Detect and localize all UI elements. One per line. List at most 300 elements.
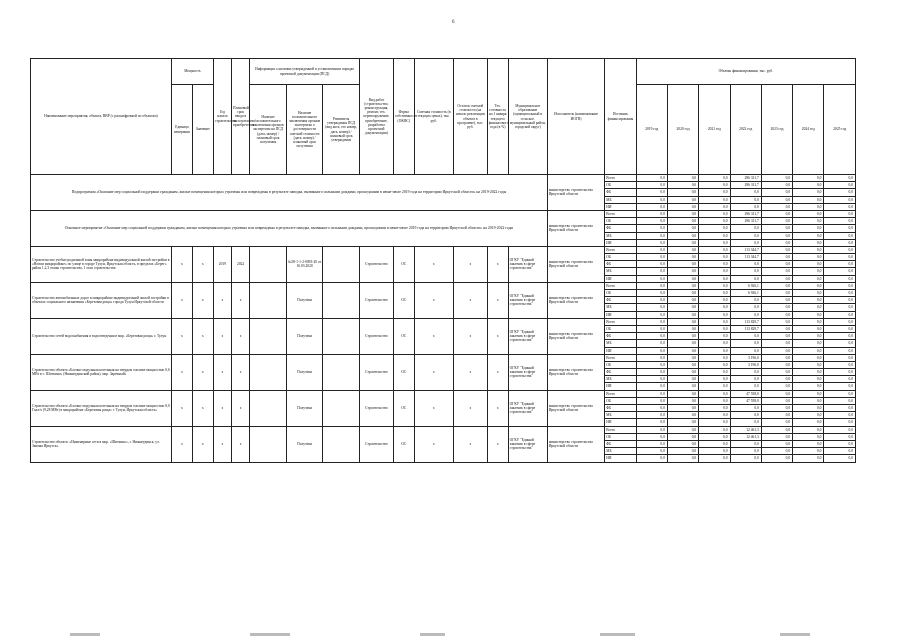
funding-value: 0,0	[636, 210, 667, 217]
funding-source: ФБ	[605, 405, 636, 412]
hdr-year: 2022 год	[730, 85, 761, 175]
funding-value: 0,0	[636, 261, 667, 268]
funding-value: 0,0	[667, 448, 698, 455]
funding-value: 0,0	[667, 189, 698, 196]
funding-value: 0,0	[761, 340, 792, 347]
funding-value: 0,0	[636, 426, 667, 433]
funding-value: 0,0	[667, 275, 698, 282]
funding-value: 0,0	[761, 182, 792, 189]
funding-value: 0,0	[636, 448, 667, 455]
table-cell: х	[192, 390, 213, 426]
funding-value: 0,0	[824, 318, 856, 325]
section-title: Основное мероприятие «Оказание мер социальной поддержки гражданам, жилые помещения которых утрачены или повреждены в результате паводка, вызванного сильными дождями, прошедшими в июне-июле 2019 года на территории Иркутской области» на 2019-2022 годы	[31, 210, 548, 246]
funding-value: 113 344,7	[730, 246, 761, 253]
object-name: Строительство автомобильных дорог в микрорайоне индивидуальной жилой застройки в объектах социального назначения «Березовая роща» города Тулун Иркутской области	[31, 282, 172, 318]
funding-value: 0,0	[699, 455, 730, 462]
funding-value: 113 829,7	[730, 318, 761, 325]
funding-value: 0,0	[730, 203, 761, 210]
funding-value: 0,0	[761, 397, 792, 404]
funding-source: ИИ	[605, 383, 636, 390]
funding-value: 0,0	[793, 376, 824, 383]
funding-value: 0,0	[699, 182, 730, 189]
funding-value: 0,0	[699, 311, 730, 318]
table-row	[31, 390, 856, 397]
table-cell	[323, 390, 360, 426]
funding-value: 0,0	[636, 196, 667, 203]
funding-value: 0,0	[824, 254, 856, 261]
table-cell: х	[414, 390, 453, 426]
funding-value: 0,0	[761, 433, 792, 440]
table-cell: х	[213, 318, 231, 354]
table-cell: х	[487, 354, 508, 390]
funding-value: 0,0	[824, 203, 856, 210]
table-cell	[250, 246, 287, 282]
funding-value: 0,0	[761, 254, 792, 261]
funding-value: 0,0	[824, 361, 856, 368]
executor-cell: министерство строительства Иркутской области	[547, 390, 604, 426]
funding-value: 0,0	[730, 448, 761, 455]
funding-value: 0,0	[636, 268, 667, 275]
funding-value: 0,0	[667, 246, 698, 253]
funding-value: 0,0	[761, 383, 792, 390]
scan-artifact	[70, 633, 100, 636]
funding-value: 0,0	[824, 325, 856, 332]
table-cell: ОС	[393, 282, 414, 318]
funding-value: 0,0	[636, 412, 667, 419]
funding-value: 0,0	[699, 426, 730, 433]
funding-value: 0,0	[667, 210, 698, 217]
funding-value: 0,0	[636, 325, 667, 332]
table-cell: ОС	[393, 426, 414, 462]
expertise-cell: Получена	[286, 318, 323, 354]
funding-value: 0,0	[793, 448, 824, 455]
funding-value: 0,0	[699, 246, 730, 253]
funding-value: 0,0	[824, 196, 856, 203]
funding-value: 0,0	[636, 369, 667, 376]
table-cell: х	[232, 318, 250, 354]
table-cell: х	[414, 318, 453, 354]
funding-value: 0,0	[793, 239, 824, 246]
funding-source: МБ	[605, 268, 636, 275]
table-cell: х	[414, 246, 453, 282]
table-cell	[250, 282, 287, 318]
table-cell: х	[487, 390, 508, 426]
table-cell: х	[171, 282, 192, 318]
table-cell: х	[192, 246, 213, 282]
table-cell: х	[414, 426, 453, 462]
hdr-value: Значение	[192, 85, 213, 175]
funding-value: 0,0	[824, 290, 856, 297]
funding-value: 0,0	[636, 297, 667, 304]
funding-source: МБ	[605, 412, 636, 419]
funding-value: 0,0	[636, 333, 667, 340]
table-cell: х	[453, 318, 487, 354]
funding-source: Всего	[605, 175, 636, 182]
table-cell: х	[232, 390, 250, 426]
table-cell: х	[213, 390, 231, 426]
funding-source: ИИ	[605, 455, 636, 462]
table-cell	[250, 426, 287, 462]
municipality-cell: ОГКУ "Единый заказчик в сфере строительства"	[508, 318, 547, 354]
funding-value: 0,0	[667, 239, 698, 246]
funding-value: 0,0	[699, 433, 730, 440]
funding-value: 0,0	[636, 290, 667, 297]
funding-value: 0,0	[699, 405, 730, 412]
funding-source: Всего	[605, 426, 636, 433]
funding-value: 0,0	[730, 347, 761, 354]
funding-value: 0,0	[667, 455, 698, 462]
funding-value: 0,0	[667, 225, 698, 232]
funding-value: 0,0	[667, 290, 698, 297]
funding-value: 0,0	[699, 261, 730, 268]
table-cell: х	[192, 282, 213, 318]
funding-value: 0,0	[824, 426, 856, 433]
table-cell: х	[414, 282, 453, 318]
funding-value: 0,0	[730, 225, 761, 232]
funding-value: 0,0	[699, 340, 730, 347]
municipality-cell: ОГКУ "Единый заказчик в сфере строительства"	[508, 354, 547, 390]
funding-value: 0,0	[761, 218, 792, 225]
funding-value: 0,0	[761, 304, 792, 311]
funding-value: 0,0	[824, 369, 856, 376]
funding-value: 0,0	[699, 290, 730, 297]
funding-value: 0,0	[824, 440, 856, 447]
funding-value: 0,0	[761, 297, 792, 304]
funding-value: 0,0	[824, 232, 856, 239]
funding-value: 0,0	[824, 189, 856, 196]
funding-value: 0,0	[793, 232, 824, 239]
table-cell: х	[171, 426, 192, 462]
funding-value: 0,0	[793, 297, 824, 304]
table-cell: х	[171, 390, 192, 426]
funding-value: 113 344,7	[730, 254, 761, 261]
funding-value: 0,0	[761, 210, 792, 217]
executor-cell: министерство строительства Иркутской области	[547, 246, 604, 282]
funding-value: 0,0	[636, 189, 667, 196]
funding-value: 0,0	[699, 390, 730, 397]
funding-source: ИИ	[605, 203, 636, 210]
funding-value: 0,0	[667, 347, 698, 354]
funding-source: ФБ	[605, 333, 636, 340]
table-cell: Строительство	[359, 246, 393, 282]
funding-value: 0,0	[793, 246, 824, 253]
funding-value: 0,0	[699, 419, 730, 426]
funding-source: Всего	[605, 246, 636, 253]
funding-value: 0,0	[761, 311, 792, 318]
funding-value: 0,0	[636, 390, 667, 397]
funding-source: ФБ	[605, 225, 636, 232]
table-cell: х	[192, 318, 213, 354]
funding-source: ОБ	[605, 361, 636, 368]
municipality-cell: ОГКУ "Единый заказчик в сфере строительства"	[508, 390, 547, 426]
funding-source: ФБ	[605, 297, 636, 304]
funding-value: 0,0	[636, 175, 667, 182]
funding-value: 0,0	[824, 419, 856, 426]
funding-value: 0,0	[761, 290, 792, 297]
funding-value: 0,0	[699, 383, 730, 390]
municipality-cell: ОГКУ "Единый заказчик в сфере строительства"	[508, 282, 547, 318]
funding-value: 0,0	[793, 175, 824, 182]
funding-value: 0,0	[699, 232, 730, 239]
table-cell: х	[232, 426, 250, 462]
funding-value: 0,0	[699, 225, 730, 232]
funding-value: 0,0	[824, 304, 856, 311]
table-row	[31, 175, 856, 182]
funding-value: 0,0	[636, 376, 667, 383]
funding-source: ФБ	[605, 261, 636, 268]
table-cell	[323, 318, 360, 354]
hdr-work: Вид работ (строительство, реконструкция, ремонт, тех. перевооружение, приобретение, разработка проектной документации)	[359, 59, 393, 175]
table-cell: ОС	[393, 318, 414, 354]
funding-value: 0,0	[699, 347, 730, 354]
funding-value: 0,0	[793, 268, 824, 275]
funding-value: 0,0	[667, 196, 698, 203]
expertise-cell: Получена	[286, 282, 323, 318]
municipality-cell: ОГКУ "Единый заказчик в сфере строительства"	[508, 246, 547, 282]
funding-value: 0,0	[730, 232, 761, 239]
table-cell: х	[453, 354, 487, 390]
funding-value: 0,0	[667, 268, 698, 275]
funding-value: 0,0	[667, 426, 698, 433]
funding-value: 0,0	[636, 203, 667, 210]
funding-value: 0,0	[793, 433, 824, 440]
funding-value: 0,0	[730, 340, 761, 347]
funding-value: 0,0	[793, 225, 824, 232]
funding-value: 0,0	[636, 182, 667, 189]
funding-value: 0,0	[699, 210, 730, 217]
funding-value: 0,0	[793, 354, 824, 361]
funding-value: 0,0	[667, 361, 698, 368]
funding-value: 0,0	[824, 268, 856, 275]
funding-source: ОБ	[605, 254, 636, 261]
funding-value: 0,0	[667, 297, 698, 304]
funding-value: 0,0	[636, 232, 667, 239]
table-row	[31, 354, 856, 361]
funding-value: 0,0	[793, 419, 824, 426]
hdr-year: 2024 год	[793, 85, 824, 175]
funding-value: 0,0	[730, 405, 761, 412]
table-cell: х	[487, 246, 508, 282]
funding-value: 296 311,7	[730, 218, 761, 225]
funding-value: 0,0	[636, 246, 667, 253]
funding-value: 0,0	[730, 419, 761, 426]
funding-value: 0,0	[793, 347, 824, 354]
funding-value: 0,0	[730, 189, 761, 196]
scan-artifact	[600, 633, 635, 636]
hdr-design-expertise: Наличие положительного заключения органов экспертизы о достоверности сметной стоимости (дата, номер) / плановый срок получения	[286, 85, 323, 175]
funding-value: 0,0	[793, 383, 824, 390]
funding-value: 0,0	[730, 261, 761, 268]
funding-value: 0,0	[636, 282, 667, 289]
funding-value: 0,0	[761, 412, 792, 419]
funding-value: 0,0	[636, 347, 667, 354]
hdr-design-approval: Реквизиты утверждения ПСД (вид акта, его номер, дата, номер) / плановый срок утверждения	[323, 85, 360, 175]
table-cell: х	[213, 282, 231, 318]
table-cell: х	[453, 390, 487, 426]
table-row	[31, 282, 856, 289]
funding-source: ФБ	[605, 189, 636, 196]
funding-value: 0,0	[667, 354, 698, 361]
table-cell: х	[487, 318, 508, 354]
funding-source: Всего	[605, 282, 636, 289]
funding-value: 0,0	[699, 254, 730, 261]
funding-value: 0,0	[699, 218, 730, 225]
funding-value: 0,0	[667, 304, 698, 311]
executor-cell: министерство строительства Иркутской области	[547, 426, 604, 462]
funding-value: 0,0	[699, 268, 730, 275]
funding-value: 0,0	[730, 239, 761, 246]
table-cell: ОС	[393, 390, 414, 426]
funding-value: 0,0	[793, 304, 824, 311]
funding-value: 0,0	[667, 376, 698, 383]
object-name: Строительство учебно-родильной зоны микрорайона индивидуальной жилой застройки в «Новом микрорайоне» по улице в городе Тулун, Иркутская область, в пределах «Берег» район 1,2,3 этапы строительства, 1 этап строительства	[31, 246, 172, 282]
funding-value: 0,0	[636, 225, 667, 232]
funding-value: 0,0	[730, 311, 761, 318]
hdr-remain: Остаток сметной стоимости (на начало реализации объекта в программе), тыс. руб.	[453, 59, 487, 175]
expertise-cell: Получена	[286, 426, 323, 462]
funding-value: 0,0	[824, 405, 856, 412]
table-row	[31, 318, 856, 325]
funding-value: 0,0	[730, 196, 761, 203]
funding-value: 0,0	[699, 189, 730, 196]
table-cell: х	[453, 282, 487, 318]
hdr-ownership: Форма собственности (ОКФС)	[393, 59, 414, 175]
funding-value: 296 311,7	[730, 182, 761, 189]
funding-value: 0,0	[824, 397, 856, 404]
funding-source: ФБ	[605, 440, 636, 447]
funding-value: 0,0	[824, 390, 856, 397]
hdr-design-name: Наличие положительного заключения органов экспертизы на ПСД (дата, номер) / плановый срок получения	[250, 85, 287, 175]
funding-source: МБ	[605, 232, 636, 239]
funding-value: 0,0	[761, 225, 792, 232]
funding-value: 0,0	[761, 196, 792, 203]
funding-value: 0,0	[761, 347, 792, 354]
funding-value: 0,0	[793, 290, 824, 297]
funding-source: ОБ	[605, 433, 636, 440]
table-row	[31, 426, 856, 433]
funding-value: 0,0	[699, 354, 730, 361]
funding-value: 0,0	[824, 311, 856, 318]
funding-value: 0,0	[824, 383, 856, 390]
funding-source: ИИ	[605, 347, 636, 354]
funding-value: 0,0	[793, 397, 824, 404]
funding-value: 0,0	[761, 239, 792, 246]
funding-value: 0,0	[636, 455, 667, 462]
funding-value: 0,0	[761, 369, 792, 376]
funding-value: 12 461,3	[730, 426, 761, 433]
table-cell: Строительство	[359, 318, 393, 354]
funding-value: 0,0	[824, 297, 856, 304]
funding-value: 0,0	[793, 182, 824, 189]
funding-value: 0,0	[761, 455, 792, 462]
object-name: Строительство объекта «Блочно-модульная котельная на твердом топливе мощностью 8,0 Гкал/ч (9,28 МВт) в микрорайоне «Березовая роща» г. Тулун, Иркутская область»	[31, 390, 172, 426]
funding-value: 0,0	[761, 390, 792, 397]
funding-value: 0,0	[793, 455, 824, 462]
funding-value: 0,0	[699, 203, 730, 210]
funding-value: 0,0	[793, 440, 824, 447]
funding-value: 0,0	[730, 376, 761, 383]
funding-value: 0,0	[636, 440, 667, 447]
scan-artifact	[250, 633, 290, 636]
funding-source: МБ	[605, 340, 636, 347]
funding-value: 0,0	[667, 325, 698, 332]
funding-value: 47 558,0	[730, 390, 761, 397]
executor-cell: министерство строительства Иркутской области	[547, 175, 604, 211]
funding-value: 0,0	[793, 325, 824, 332]
funding-value: 0,0	[667, 440, 698, 447]
table-cell: х	[453, 426, 487, 462]
funding-value: 0,0	[699, 275, 730, 282]
funding-value: 0,0	[699, 325, 730, 332]
funding-value: 0,0	[636, 254, 667, 261]
funding-value: 0,0	[793, 311, 824, 318]
table-cell: ОС	[393, 354, 414, 390]
funding-value: 0,0	[636, 239, 667, 246]
funding-value: 0,0	[824, 275, 856, 282]
table-cell: х	[192, 426, 213, 462]
funding-value: 0,0	[793, 318, 824, 325]
funding-source: ОБ	[605, 325, 636, 332]
funding-value: 0,0	[636, 340, 667, 347]
funding-value: 0,0	[761, 333, 792, 340]
table-cell	[323, 354, 360, 390]
funding-value: 0,0	[636, 311, 667, 318]
hdr-executor: Исполнитель (наименование ИОГВ)	[547, 59, 604, 175]
funding-value: 0,0	[761, 175, 792, 182]
funding-value: 0,0	[636, 275, 667, 282]
object-name: Строительство объекта: «Инженерные сети в мкр. «Шиткино», г. Нижнеудинск, ул. Заимка Иркутск»	[31, 426, 172, 462]
expertise-cell: Получена	[286, 354, 323, 390]
hdr-cost: Сметная стоимость (в текущих ценах), тыс. руб.	[414, 59, 453, 175]
funding-value: 0,0	[667, 261, 698, 268]
funding-value: 0,0	[699, 361, 730, 368]
funding-value: 0,0	[667, 182, 698, 189]
funding-value: 0,0	[824, 261, 856, 268]
funding-value: 0,0	[699, 376, 730, 383]
funding-value: 0,0	[824, 282, 856, 289]
funding-value: 0,0	[793, 390, 824, 397]
funding-value: 0,0	[793, 426, 824, 433]
hdr-year: 2019 год	[636, 85, 667, 175]
funding-value: 0,0	[824, 218, 856, 225]
funding-value: 0,0	[699, 412, 730, 419]
object-name: Строительство объекта «Блочно-модульная котельная на твердом топливе мощностью 0,6 МВт в с. Шиткино» (Нижнеудинский район), мкр. Заречный»	[31, 354, 172, 390]
table-cell	[250, 318, 287, 354]
funding-value: 0,0	[730, 383, 761, 390]
funding-value: 0,0	[793, 340, 824, 347]
funding-value: 0,0	[699, 448, 730, 455]
funding-value: 0,0	[667, 340, 698, 347]
funding-source: Всего	[605, 318, 636, 325]
funding-value: 0,0	[793, 275, 824, 282]
section-title: Подпрограмма «Оказание мер социальной поддержки гражданам, жилые помещения которых утрачены или повреждены в результате паводка, вызванного сильными дождями, прошедшими в июне-июле 2019 года на территории Иркутской области» на 2019-2022 годы	[31, 175, 548, 211]
funding-value: 0,0	[824, 376, 856, 383]
funding-value: 0,0	[761, 275, 792, 282]
funding-value: 0,0	[667, 203, 698, 210]
table-cell: х	[487, 426, 508, 462]
funding-value: 0,0	[667, 433, 698, 440]
funding-value: 0,0	[761, 282, 792, 289]
hdr-year: 2021 год	[699, 85, 730, 175]
funding-value: 0,0	[761, 189, 792, 196]
funding-value: 0,0	[730, 275, 761, 282]
funding-value: 0,0	[824, 246, 856, 253]
hdr-design: Информация о наличии утвержденной в установленном порядке проектной документации (ПСД)	[250, 59, 360, 85]
funding-source: ИИ	[605, 275, 636, 282]
table-cell: х	[213, 426, 231, 462]
hdr-source: Источник финансирования	[605, 59, 636, 175]
funding-value: 0,0	[793, 412, 824, 419]
